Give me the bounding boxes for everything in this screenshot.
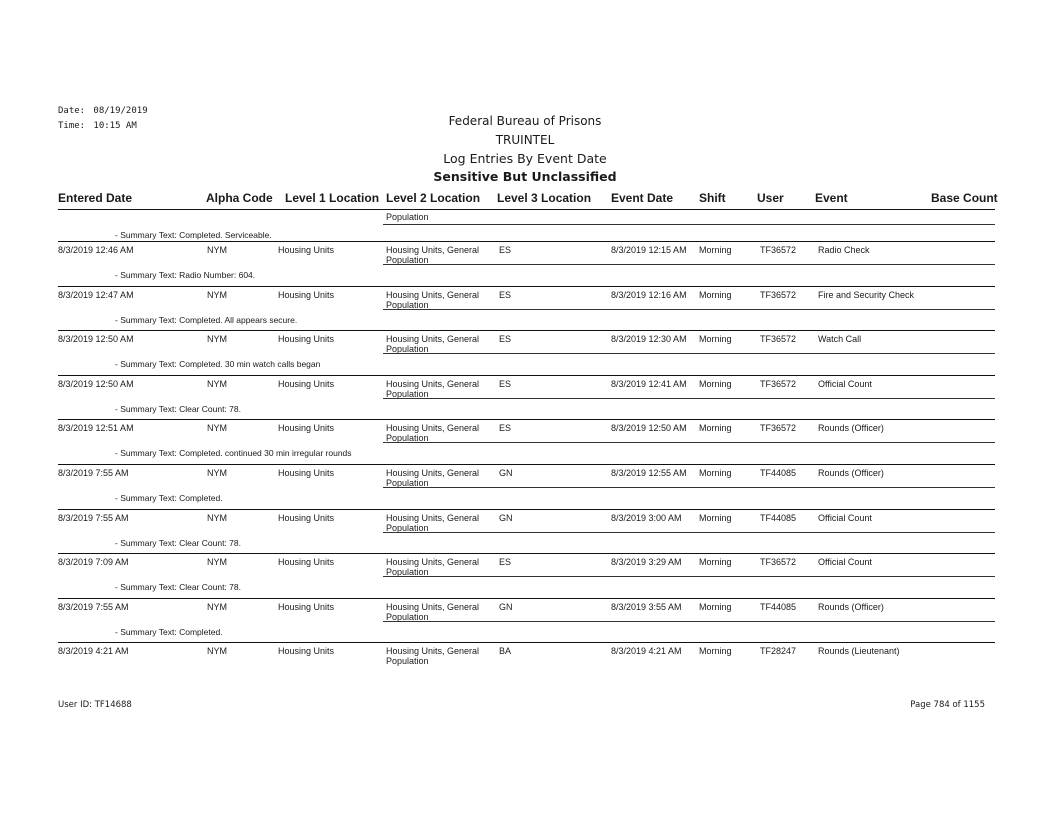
col-entered-date: Entered Date [58,191,133,205]
cell-entered-date: 8/3/2019 12:50 AM [58,334,134,344]
table-row [0,245,1056,269]
row-summary: - Summary Text: Completed. 30 min watch calls began [115,359,321,369]
report-title: Log Entries By Event Date [443,151,607,166]
cell-entered-date: 8/3/2019 12:46 AM [58,245,134,255]
date-label: Date: [58,106,86,116]
row-summary: - Summary Text: Clear Count: 78. [115,582,241,592]
cell-shift: Morning [699,245,732,255]
row-divider [58,642,995,643]
cell-level2-location: Housing Units, General Population [386,334,480,354]
table-row [0,557,1056,581]
carryover-level2-fragment: Population [386,212,429,222]
col-shift: Shift [699,191,726,205]
row-inner-divider [383,264,995,265]
agency-title: Federal Bureau of Prisons [448,114,602,128]
cell-level3-location: ES [499,334,512,344]
table-row [0,290,1056,314]
table-row [0,513,1056,537]
cell-entered-date: 8/3/2019 7:55 AM [58,602,129,612]
cell-level1-location: Housing Units [278,646,335,656]
cell-level1-location: Housing Units [278,602,335,612]
table-row [0,423,1056,447]
time-label: Time: [58,121,86,131]
date-value: 08/19/2019 [93,106,148,116]
table-row [0,334,1056,358]
cell-event: Rounds (Lieutenant) [818,646,900,656]
cell-alpha-code: NYM [207,290,227,300]
cell-shift: Morning [699,557,732,567]
cell-shift: Morning [699,602,732,612]
cell-shift: Morning [699,423,732,433]
cell-level2-location: Housing Units, General Population [386,290,480,310]
cell-entered-date: 8/3/2019 7:55 AM [58,513,129,523]
report-time [58,121,137,131]
col-level3-location: Level 3 Location [497,191,592,205]
table-row [0,379,1056,403]
header-divider [58,209,995,210]
cell-event: Official Count [818,379,872,389]
cell-event: Watch Call [818,334,862,344]
row-divider [58,241,995,242]
cell-event-date: 8/3/2019 12:55 AM [611,468,687,478]
cell-level3-location: GN [499,468,513,478]
cell-user: TF36572 [760,423,797,433]
cell-event: Radio Check [818,245,870,255]
cell-shift: Morning [699,646,732,656]
row-summary: - Summary Text: Completed. continued 30 min irregular rounds [115,448,352,458]
cell-level2-location: Housing Units, General Population [386,513,480,533]
row-inner-divider [383,442,995,443]
cell-level3-location: ES [499,423,512,433]
cell-level2-location: Housing Units, General Population [386,379,480,399]
row-divider [58,598,995,599]
cell-user: TF36572 [760,290,797,300]
cell-event: Rounds (Officer) [818,468,884,478]
table-header [0,189,1056,209]
cell-event-date: 8/3/2019 3:29 AM [611,557,682,567]
cell-event: Rounds (Officer) [818,602,884,612]
cell-event-date: 8/3/2019 12:41 AM [611,379,687,389]
cell-entered-date: 8/3/2019 7:55 AM [58,468,129,478]
col-base-count: Base Count [931,191,998,205]
row-divider [58,286,995,287]
row-summary: - Summary Text: Completed. All appears secure. [115,315,298,325]
cell-level1-location: Housing Units [278,334,335,344]
col-event: Event [815,191,848,205]
row-divider [58,464,995,465]
cell-alpha-code: NYM [207,602,227,612]
cell-event-date: 8/3/2019 12:16 AM [611,290,687,300]
table-row [0,468,1056,492]
cell-level2-location: Housing Units, General Population [386,646,480,666]
row-summary: - Summary Text: Clear Count: 78. [115,404,241,414]
cell-entered-date: 8/3/2019 4:21 AM [58,646,129,656]
time-value: 10:15 AM [93,121,137,131]
table-row [0,646,1056,670]
cell-alpha-code: NYM [207,513,227,523]
cell-user: TF36572 [760,334,797,344]
col-user: User [757,191,784,205]
cell-entered-date: 8/3/2019 12:50 AM [58,379,134,389]
cell-user: TF36572 [760,557,797,567]
footer-user-id: TF14688 [94,700,132,710]
cell-shift: Morning [699,379,732,389]
row-divider [58,375,995,376]
row-divider [58,509,995,510]
row-summary: - Summary Text: Completed. [115,493,223,503]
cell-alpha-code: NYM [207,646,227,656]
cell-shift: Morning [699,513,732,523]
cell-event-date: 8/3/2019 12:50 AM [611,423,687,433]
row-divider [58,553,995,554]
cell-alpha-code: NYM [207,468,227,478]
cell-user: TF44085 [760,602,797,612]
row-divider [58,419,995,420]
cell-alpha-code: NYM [207,334,227,344]
cell-shift: Morning [699,290,732,300]
cell-level2-location: Housing Units, General Population [386,423,480,443]
cell-user: TF36572 [760,379,797,389]
row-inner-divider [383,576,995,577]
row-inner-divider [383,487,995,488]
cell-level1-location: Housing Units [278,423,335,433]
cell-event: Official Count [818,513,872,523]
cell-level1-location: Housing Units [278,379,335,389]
row-inner-divider [383,532,995,533]
cell-event: Rounds (Officer) [818,423,884,433]
carryover-divider [383,224,995,225]
row-summary: - Summary Text: Radio Number: 604. [115,270,256,280]
classification-title: Sensitive But Unclassified [433,169,617,184]
carryover-summary: - Summary Text: Completed. Serviceable. [115,230,272,240]
cell-entered-date: 8/3/2019 12:47 AM [58,290,134,300]
cell-event-date: 8/3/2019 12:30 AM [611,334,687,344]
cell-user: TF44085 [760,468,797,478]
cell-level3-location: ES [499,557,512,567]
table-row [0,602,1056,626]
cell-user: TF36572 [760,245,797,255]
cell-alpha-code: NYM [207,557,227,567]
cell-level2-location: Housing Units, General Population [386,602,480,622]
cell-level1-location: Housing Units [278,290,335,300]
cell-alpha-code: NYM [207,379,227,389]
cell-level1-location: Housing Units [278,468,335,478]
row-inner-divider [383,621,995,622]
cell-level2-location: Housing Units, General Population [386,245,480,265]
cell-event-date: 8/3/2019 4:21 AM [611,646,682,656]
cell-level3-location: GN [499,513,513,523]
row-inner-divider [383,309,995,310]
cell-event: Fire and Security Check [818,290,915,300]
cell-entered-date: 8/3/2019 12:51 AM [58,423,134,433]
row-inner-divider [383,398,995,399]
cell-level3-location: BA [499,646,512,656]
col-level1-location: Level 1 Location [285,191,380,205]
footer-user [58,700,132,710]
cell-level3-location: ES [499,379,512,389]
cell-event-date: 8/3/2019 3:00 AM [611,513,682,523]
cell-shift: Morning [699,468,732,478]
system-title: TRUINTEL [495,133,555,147]
cell-event-date: 8/3/2019 12:15 AM [611,245,687,255]
cell-user: TF44085 [760,513,797,523]
cell-level1-location: Housing Units [278,245,335,255]
cell-user: TF28247 [760,646,797,656]
cell-level2-location: Housing Units, General Population [386,468,480,488]
cell-alpha-code: NYM [207,245,227,255]
report-date [58,106,148,116]
footer-user-label: User ID: [58,700,92,710]
cell-level1-location: Housing Units [278,513,335,523]
cell-shift: Morning [699,334,732,344]
cell-event: Official Count [818,557,872,567]
row-summary: - Summary Text: Completed. [115,627,223,637]
cell-level3-location: ES [499,245,512,255]
cell-alpha-code: NYM [207,423,227,433]
col-alpha-code: Alpha Code [206,191,273,205]
col-event-date: Event Date [611,191,674,205]
col-level2-location: Level 2 Location [386,191,481,205]
row-summary: - Summary Text: Clear Count: 78. [115,538,241,548]
cell-level3-location: ES [499,290,512,300]
cell-level1-location: Housing Units [278,557,335,567]
cell-event-date: 8/3/2019 3:55 AM [611,602,682,612]
footer-page: Page 784 of 1155 [910,700,985,710]
cell-level2-location: Housing Units, General Population [386,557,480,577]
row-divider [58,330,995,331]
row-inner-divider [383,353,995,354]
cell-entered-date: 8/3/2019 7:09 AM [58,557,129,567]
cell-level3-location: GN [499,602,513,612]
